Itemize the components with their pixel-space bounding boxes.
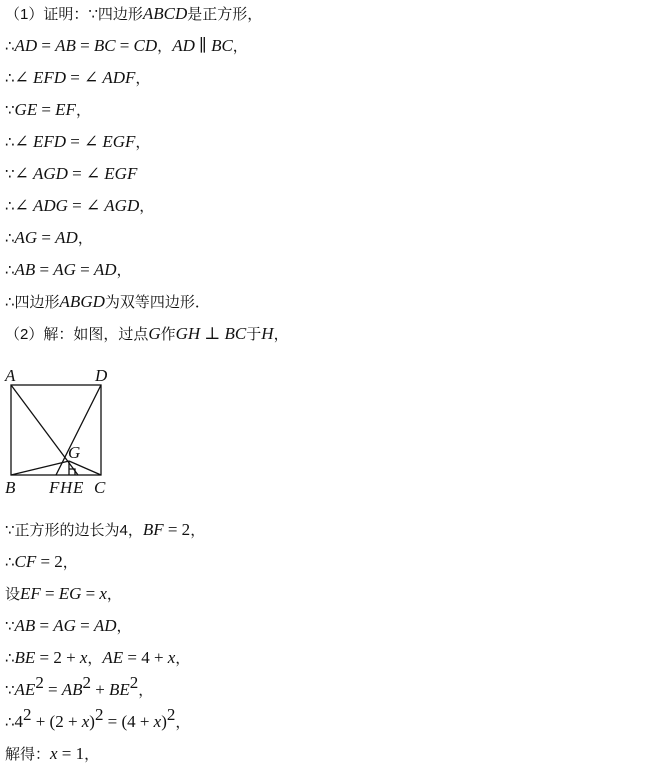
part2-line-8: 解得：x = 1， xyxy=(5,744,100,763)
part2-line-4: ∵AB = AG = AD， xyxy=(5,616,132,635)
part1-line-1: （1）证明：∵四边形ABCD是正方形， xyxy=(5,4,263,23)
square-abcd xyxy=(11,385,101,475)
label-e: E xyxy=(73,478,84,496)
part1-line-4: ∵GE = EF， xyxy=(5,100,91,119)
part2-line-2: ∴CF = 2， xyxy=(5,552,78,571)
label-b: B xyxy=(5,478,16,496)
label-h: H xyxy=(60,478,73,496)
part1-line-10: ∴四边形ABGD为双等四边形． xyxy=(5,292,210,311)
part1-line-9: ∴AB = AG = AD， xyxy=(5,260,132,279)
part1-line-3: ∴∠ EFD = ∠ ADF， xyxy=(5,68,151,87)
part1-line-7: ∴∠ ADG = ∠ AGD， xyxy=(5,196,155,215)
part2-line-6: $\because AE^2 = AB^2 + BE^2$， xyxy=(5,673,154,699)
label-g: G xyxy=(68,443,81,462)
label-a: A xyxy=(5,366,16,385)
part2-intro: （2）解：如图，过点G作GH ⊥ BC于H， xyxy=(5,324,289,343)
label-d: D xyxy=(95,366,108,385)
part2-line-1: ∵正方形的边长为4，BF = 2， xyxy=(5,520,206,539)
part1-line-8: ∴AG = AD， xyxy=(5,228,93,247)
part2-line-7: $\therefore 4^2 + (2 + x)^2 = (4 + x)^2$， xyxy=(5,705,191,731)
label-c: C xyxy=(94,478,106,496)
part1-line-5: ∴∠ EFD = ∠ EGF， xyxy=(5,132,151,151)
segment-bg xyxy=(11,461,69,475)
part1-line-2: ∴AD = AB = BC = CD，AD ∥ BC， xyxy=(5,36,248,55)
segment-gc xyxy=(69,461,101,475)
part1-line-6: ∵∠ AGD = ∠ EGF xyxy=(5,164,138,183)
part2-line-5: ∴BE = 2 + x，AE = 4 + x， xyxy=(5,648,191,667)
geometry-figure xyxy=(2,362,122,496)
label-f: F xyxy=(49,478,60,496)
part2-line-3: 设EF = EG = x， xyxy=(5,584,122,603)
